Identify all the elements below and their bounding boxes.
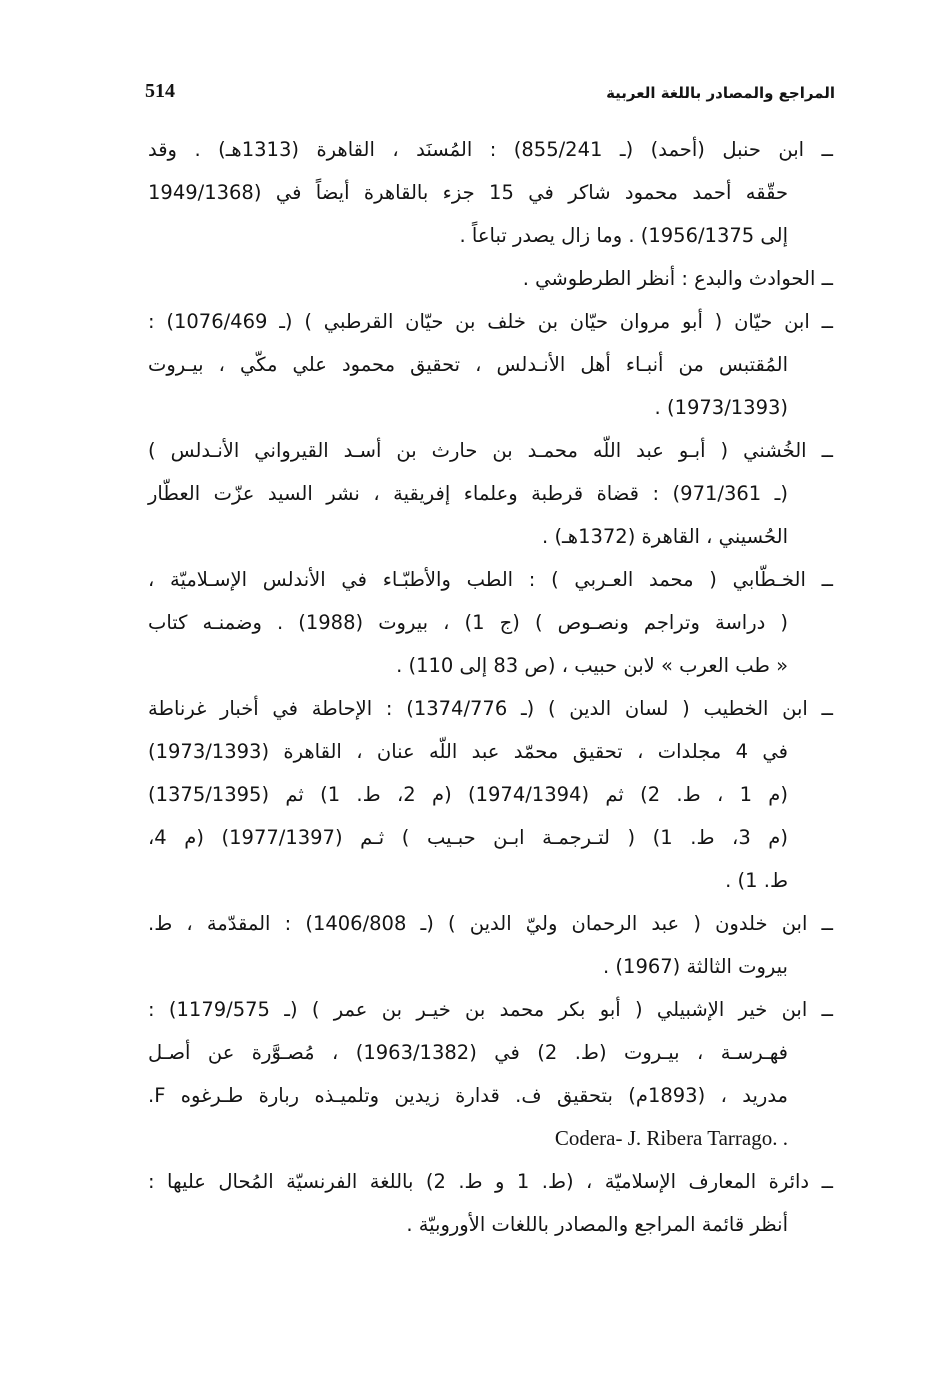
- entry-line-latin: Codera- J. Ribera Tarrago. .: [554, 1126, 788, 1150]
- entry-line: ( دراسة وتراجم ونصـوص ) (ج 1) ، بيروت (1988) . وضمنـه كتاب: [148, 611, 789, 634]
- bibliography-entry: [148, 429, 833, 558]
- entry-line: ــ ابن خلدون ( عبد الرحمان وليّ الدين ) (ـ 1406/808) : المقدّمة ، ط.: [148, 912, 833, 935]
- page-header: [145, 80, 835, 116]
- running-head: المراجع والمصادر باللغة العربية: [606, 84, 835, 102]
- entry-line: ــ الخُشني ( أبـو عبد اللّه محمـد بن حارث بن أسـد القيرواني الأنـدلس ): [148, 439, 833, 462]
- entry-line: ــ ابن حيّان ( أبو مروان حيّان بن خلف بن حيّان القرطبي ) (ـ 1076/469) :: [148, 310, 833, 333]
- entry-line: إلى 1956/1375) . وما زال يصدر تباعاً .: [459, 224, 788, 247]
- entry-line: ــ ابن حنبل (أحمد) (ـ 855/241) : المُسنَد ، القاهرة (1313هـ) . وقد: [148, 138, 833, 161]
- entry-line: ط. 1) .: [725, 869, 788, 892]
- entry-line: فهـرسـة ، بيـروت (ط. 2) في (1963/1382) ، مُصـوَّرة عن أصـل: [148, 1041, 789, 1064]
- bibliography-entry: [148, 687, 833, 902]
- entry-line: (م 3، ط. 1) ( لتـرجمـة ابـن حبـيب ) ثـم (1977/1397) (م 4،: [148, 826, 788, 849]
- entry-line: حقّقه أحمد محمود شاكر في 15 جزء بالقاهرة أيضاً في (1949/1368: [148, 181, 788, 204]
- entry-line: بيروت الثالثة (1967) .: [603, 955, 788, 978]
- entry-line: ــ ابن الخطيب ( لسان الدين ) (ـ 1374/776) : الإحاطة في أخبار غرناطة: [148, 697, 833, 720]
- entry-line: ــ الخـطّابي ( محمد العـربي ) : الطب والأطبّـاء في الأندلس الإسـلاميّة ،: [148, 568, 833, 591]
- entry-line: في 4 مجلدات ، تحقيق محمّد عبد اللّه عنان ، القاهرة (1973/1393): [148, 740, 788, 763]
- entry-line: (ـ 971/361) : قضاة قرطبة وعلماء إفريقية ، نشر السيد عزّت العطّار: [148, 482, 788, 505]
- bibliography-entry: [148, 988, 833, 1160]
- entry-line: ــ الحوادث والبدع : أنظر الطرطوشي .: [522, 267, 833, 290]
- bibliography-entry: [148, 257, 833, 300]
- bibliography-entry: [148, 902, 833, 988]
- entry-line: المُقتبس من أنبـاء أهل الأنـدلس ، تحقيق محمود علي مكّي ، بيـروت: [148, 353, 788, 376]
- entry-line: الحُسيني ، القاهرة (1372هـ) .: [542, 525, 788, 548]
- entry-line: أنظر قائمة المراجع والمصادر باللغات الأوروبيّة .: [406, 1213, 788, 1236]
- bibliography-list: [148, 128, 833, 1246]
- entry-line: (م 1 ، ط. 2) ثم (1974/1394) (م 2، ط. 1) ثم (1375/1395): [148, 783, 788, 806]
- entry-line: مدريد ، (1893م) بتحقيق ف. قدارة زيدين وتلميـذه ربارة طـرغوه F.: [148, 1084, 788, 1107]
- entry-line: « طب العرب » لابن حبيب ، (ص 83 إلى 110) .: [396, 654, 788, 677]
- bibliography-entry: [148, 128, 833, 257]
- bibliography-entry: [148, 558, 833, 687]
- entry-line: (1973/1393) .: [654, 396, 788, 419]
- page-number: 514: [145, 80, 175, 102]
- bibliography-entry: [148, 300, 833, 429]
- entry-line: ــ دائرة المعارف الإسلاميّة ، (ط. 1 و ط. 2) باللغة الفرنسيّة المُحال عليها :: [148, 1170, 833, 1193]
- bibliography-entry: [148, 1160, 833, 1246]
- entry-line: ــ ابن خير الإشبيلي ( أبو بكر محمد بن خيـر بن عمر ) (ـ 1179/575) :: [148, 998, 833, 1021]
